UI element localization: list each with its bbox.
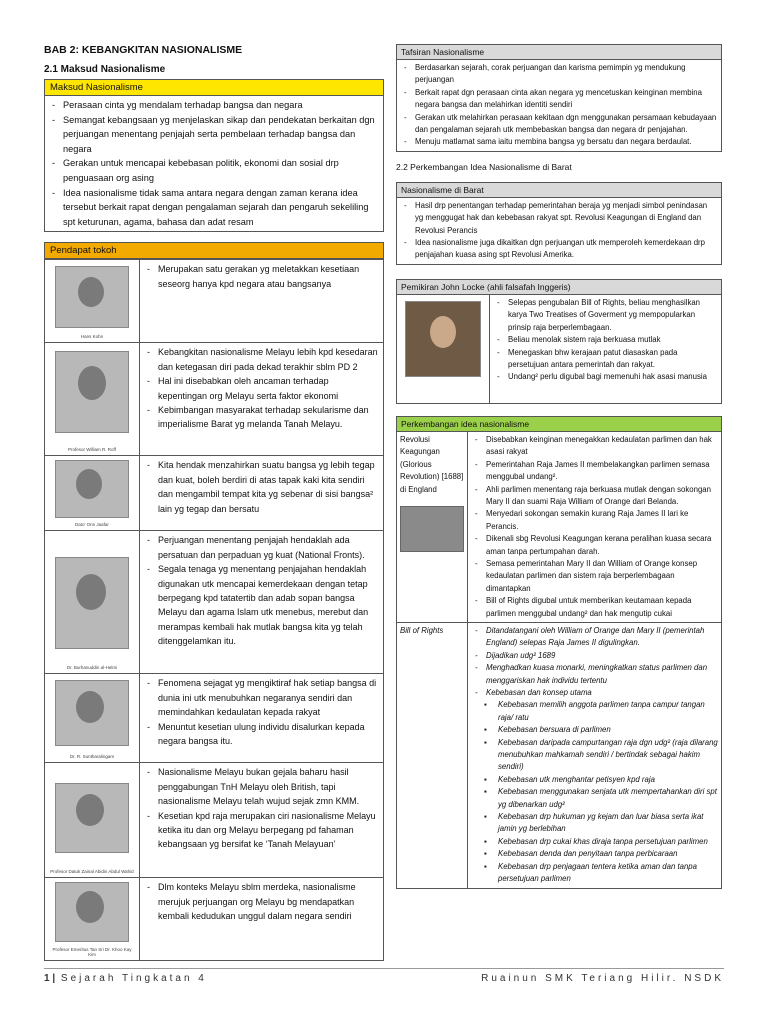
- bill-point: - Dijadikan udg² 1689: [472, 650, 717, 662]
- tokoh-point: - Perjuangan menentang penjajah hendaklah ada persatuan dan perpaduan yg kuat (National Fronts).: [144, 533, 379, 562]
- photo-caption: Profesor Emeritus Tan Sri Dr. Khoo Kay Kim: [52, 947, 132, 958]
- tokoh-photo: [45, 260, 140, 342]
- tokoh-point: - Merupakan satu gerakan yg meletakkan kesetiaan seseorg hanya kpd negara atau bangsanya: [144, 262, 379, 291]
- tokoh-row: [45, 342, 383, 455]
- barat-header: Nasionalisme di Barat: [397, 183, 721, 198]
- revolusi-point: - Disebabkan keinginan menegakkan kedaulatan parlimen dan hak asasi rakyat: [472, 434, 717, 459]
- tokoh-points: [140, 260, 383, 342]
- tafsiran-point: - Berkait rapat dgn perasaan cinta akan negara yg mencetuskan keinginan membina negara bangsa dan melahirkan identiti sendiri: [401, 87, 717, 112]
- maksud-point: - Idea nasionalisme tidak sama antara negara dengan zaman kerana idea tersebut berkait rapat dengan pengalaman sejarah dan pengaruh sekeliling spt keturunan, agama, bahasa dan adat resam: [49, 186, 379, 230]
- tokoh-point: - Kesetian kpd raja merupakan ciri nasionalisme Melayu ketika itu dan org Melayu berpegang pd fahaman kebangsaan yg bersifat ke ‘Tanah Melayuan’: [144, 809, 379, 852]
- revolusi-point: - Bill of Rights digubal untuk memberikan keutamaan kepada parlimen menggubal undang² dan hak mengutip cukai: [472, 595, 717, 620]
- bill-subpoint: ▪ Kebebasan daripada campurtangan raja dgn udg² (raja dilarang menubuhkan mahkamah sendiri / bertindak sebagai hakim sendiri): [482, 737, 721, 774]
- pendapat-header: Pendapat tokoh: [45, 243, 383, 259]
- bill-subpoint: ▪ Kebebasan drp penjagaan tentera ketika aman dan tanpa persetujuan parlimen: [482, 861, 721, 886]
- bill-subpoint: ▪ Kebebasan bersuara di parlimen: [482, 724, 721, 736]
- tokoh-point: - Dlm konteks Melayu sblm merdeka, nasionalisme merujuk perjuangan org Melayu bg mendapatkan kembali kedudukan unggul dalam negara sendiri: [144, 880, 379, 923]
- tafsiran-point: - Berdasarkan sejarah, corak perjuangan dan karisma pemimpin yg mendukung perjuangan: [401, 62, 717, 87]
- bill-point: - Kebebasan dan konsep utama: [472, 687, 717, 699]
- maksud-point: - Gerakan untuk mencapai kebebasan politik, ekonomi dan sosial drp penguasaan org asing: [49, 156, 379, 185]
- tokoh-photo: [45, 878, 140, 960]
- maksud-header: Maksud Nasionalisme: [45, 80, 383, 96]
- tokoh-point: - Kebimbangan masyarakat terhadap sekularisme dan imperialisme Barat yg melanda Tanah Melayu.: [144, 403, 379, 432]
- right-column: [396, 44, 722, 889]
- bill-label: Bill of Rights: [397, 623, 468, 888]
- footer-left: [44, 973, 207, 984]
- left-column: [44, 44, 384, 961]
- perkembangan-header: Perkembangan idea nasionalisme: [397, 417, 721, 432]
- tafsiran-box: [396, 44, 722, 152]
- revolusi-point: - Menyedari sokongan semakin kurang Raja James II lari ke Perancis.: [472, 508, 717, 533]
- tafsiran-list: [397, 60, 721, 151]
- tokoh-points: [140, 531, 383, 673]
- tafsiran-point: - Gerakan utk melahirkan perasaan kekitaan dgn menggunakan persamaan kebudayaan dan pengalaman sejarah utk membebaskan bangsa dan negara dr penjajahan.: [401, 112, 717, 137]
- locke-list: [490, 295, 721, 403]
- tokoh-points: [140, 763, 383, 877]
- bill-subpoint: ▪ Kebebasan utk menghantar petisyen kpd raja: [482, 774, 721, 786]
- barat-list: [397, 198, 721, 264]
- tokoh-row: [45, 762, 383, 877]
- tokoh-points: [140, 878, 383, 960]
- revolusi-point: - Pemerintahan Raja James II membelakangkan parlimen semasa menggubal undang².: [472, 459, 717, 484]
- bill-point: - Ditandatangani oleh William of Orange dan Mary II (pemerintah England) selepas Raja James II digulingkan.: [472, 625, 717, 650]
- locke-point: - Menegaskan bhw kerajaan patut diasaskan pada persetujuan antara pemerintah dan rakyat.: [494, 347, 717, 372]
- tokoh-row: [45, 530, 383, 673]
- page-number: 1 |: [44, 973, 56, 984]
- maksud-box: [44, 79, 384, 232]
- maksud-point: - Semangat kebangsaan yg menjelaskan sikap dan pendekatan berkaitan dgn perjuangan menentang penjajah serta pembelaan terhadap bangsa dan negara: [49, 113, 379, 157]
- tokoh-row: [45, 673, 383, 762]
- tokoh-point: - Nasionalisme Melayu bukan gejala baharu hasil penggabungan TnH Melayu oleh British, tapi nasionalisme Melayu telah wujud sejak zmn KMM.: [144, 765, 379, 808]
- photo-caption: Profesor Datuk Zainal Abidin Abdul Wahid: [50, 869, 134, 875]
- tokoh-point: - Fenomena sejagat yg mengiktiraf hak setiap bangsa di dunia ini utk menubuhkan negaranya sendiri dan memindahkan kedaulatan kepada rakyat: [144, 676, 379, 719]
- tokoh-point: - Hal ini disebabkan oleh ancaman terhadap kepentingan org Melayu serta faktor ekonomi: [144, 374, 379, 403]
- photo-caption: Hans Kohn: [80, 334, 104, 340]
- locke-box: [396, 279, 722, 404]
- perkembangan-box: [396, 416, 722, 889]
- locke-point: - Beliau menolak sistem raja berkuasa mutlak: [494, 334, 717, 346]
- revolusi-list: [468, 432, 721, 622]
- bill-sublist: [468, 699, 721, 887]
- barat-point: - Idea nasionalisme juga dikaitkan dgn perjuangan utk memperoleh kemerdekaan drp penjajahan kuasa asing spt Revolusi Amerika.: [401, 237, 717, 262]
- tokoh-point: - Kebangkitan nasionalisme Melayu lebih kpd kesedaran dan ketegasan diri pada dekad terakhir sblm PD 2: [144, 345, 379, 374]
- tokoh-row: [45, 455, 383, 530]
- tokoh-row: [45, 259, 383, 342]
- barat-point: - Hasil drp penentangan terhadap pemerintahan beraja yg menjadi simbol penindasan yg menggugat hak dan kebebasan rakyat spt. Revolusi Keagungan di England dan Revolusi Perancis: [401, 200, 717, 237]
- footer-author: Ruainun SMK Teriang Hilir. NSDK: [481, 973, 724, 984]
- tokoh-points: [140, 456, 383, 530]
- revolusi-label: Revolusi Keagungan (Glorious Revolution) [1688] di England: [400, 434, 464, 494]
- revolusi-point: - Semasa pemerintahan Mary II dan William of Orange konsep kedaulatan parlimen dan sistem raja berperlembagaan dimantapkan: [472, 558, 717, 595]
- bill-subpoint: ▪ Kebebasan drp cukai khas diraja tanpa persetujuan parlimen: [482, 836, 721, 848]
- bill-subpoint: ▪ Kebebasan menggunakan senjata utk mempertahankan diri spt yg dibenarkan udg²: [482, 786, 721, 811]
- bill-subpoint: ▪ Kebebasan memilih anggota parlimen tanpa campur tangan raja/ ratu: [482, 699, 721, 724]
- barat-box: [396, 182, 722, 265]
- tokoh-photo: [45, 531, 140, 673]
- chapter-title: BAB 2: KEBANGKITAN NASIONALISME: [44, 44, 243, 56]
- photo-caption: Profesor William R. Roff: [68, 447, 116, 453]
- photo-caption: Dr. Burhanuddin al-Helmi: [66, 665, 118, 671]
- section-2-2-title: 2.2 Perkembangan Idea Nasionalisme di Barat: [396, 161, 572, 172]
- bill-subpoint: ▪ Kebebasan drp hukuman yg kejam dan luar biasa serta ikat jamin yg berlebihan: [482, 811, 721, 836]
- tokoh-photo: [45, 763, 140, 877]
- tokoh-row: [45, 877, 383, 960]
- revolusi-point: - Dikenali sbg Revolusi Keagungan kerana peralihan kuasa secara aman tanpa pertumpahan darah.: [472, 533, 717, 558]
- maksud-point: - Perasaan cinta yg mendalam terhadap bangsa dan negara: [49, 98, 379, 113]
- tokoh-points: [140, 343, 383, 455]
- revolusi-point: - Ahli parlimen menentang raja berkuasa mutlak dengan sokongan Mary II dan suami Raja William of Orange dari Belanda.: [472, 484, 717, 509]
- revolusi-illustration: [400, 506, 464, 552]
- locke-header: Pemikiran John Locke (ahli falsafah Inggeris): [397, 280, 721, 295]
- tafsiran-point: - Menuju matlamat sama iaitu membina bangsa yg bersatu dan negara berdaulat.: [401, 136, 717, 148]
- bill-point: - Menghadkan kuasa monarki, meningkatkan status parlimen dan menggariskan hak individu tertentu: [472, 662, 717, 687]
- tokoh-photo: [45, 674, 140, 762]
- tokoh-point: - Kita hendak menzahirkan suatu bangsa yg lebih tegap dan kuat, boleh berdiri di atas tapak kaki kita sendiri dan mengambil tempat kita yg sebenar di sisi bangsa² lain yg tegap dan bersatu: [144, 458, 379, 516]
- locke-portrait: [397, 295, 490, 403]
- tokoh-point: - Menuntut kesetian ulung individu disalurkan kepada negara bangsa itu.: [144, 720, 379, 749]
- bill-list: [468, 623, 721, 699]
- tafsiran-header: Tafsiran Nasionalisme: [397, 45, 721, 60]
- footer-subject: Sejarah Tingkatan 4: [60, 973, 207, 984]
- pendapat-box: [44, 242, 384, 961]
- tokoh-point: - Segala tenaga yg menentang penjajahan hendaklah digunakan utk mencapai kemerdekaan dengan tetap berpegang kpd tatatertib dan adab sopan bangsa Melayu dan agama Islam utk menebus, merebut dan merampas kembali hak mutlak bangsa kita yg telah ditenggelamkan itu.: [144, 562, 379, 648]
- maksud-list: [45, 96, 383, 231]
- tokoh-photo: [45, 343, 140, 455]
- tokoh-photo: [45, 456, 140, 530]
- locke-point: - Selepas pengubalan Bill of Rights, beliau menghasilkan karya Two Treatises of Goverment yg mempopularkan prinsip raja berperlembagaan.: [494, 297, 717, 334]
- photo-caption: Dato' Onn Jaafar: [75, 522, 109, 528]
- photo-caption: Dr. R. Suntharalingam: [69, 754, 115, 760]
- locke-point: - Undang² perlu digubal bagi memenuhi hak asasi manusia: [494, 371, 717, 383]
- bill-subpoint: ▪ Kebebasan denda dan penyitaan tanpa perbicaraan: [482, 848, 721, 860]
- section-title: 2.1 Maksud Nasionalisme: [44, 64, 166, 75]
- revolusi-label-cell: [397, 432, 468, 622]
- tokoh-points: [140, 674, 383, 762]
- page-footer: [44, 968, 724, 991]
